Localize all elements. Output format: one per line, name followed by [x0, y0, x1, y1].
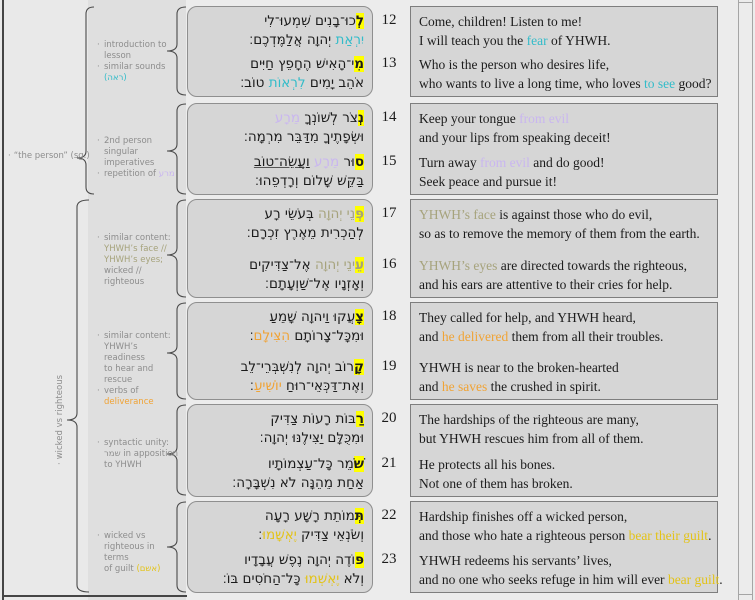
english-line [419, 308, 636, 327]
verse-number: 19 [381, 358, 397, 374]
english-verse-box [410, 404, 718, 497]
english-verse-box [410, 6, 718, 97]
text-segment: תְּ [354, 508, 364, 524]
bullet-icon [97, 564, 104, 575]
text-segment: מֵרָע [274, 110, 301, 126]
text-segment: ׃ [249, 328, 254, 344]
text-segment: from evil [519, 111, 569, 126]
text-segment: he delivered [441, 329, 509, 344]
verse-number: 23 [381, 551, 397, 567]
annotation-line [97, 460, 179, 471]
hebrew-line [190, 410, 364, 429]
text-segment: קָ [354, 359, 364, 375]
text-segment: כָּל־הַחֹסִים בּוֹ׃ [222, 571, 305, 587]
text-segment: 2nd person singular [104, 136, 153, 157]
english-line [419, 31, 610, 50]
hebrew-line [190, 224, 364, 243]
text-segment: He protects all his bones. [419, 457, 556, 472]
hebrew-line [190, 275, 364, 294]
text-segment: אַחַת מֵהֵנָּה לֹא נִשְׁבָּרָה׃ [232, 475, 364, 491]
text-segment: and no one who seeks refuge in him will ever [419, 572, 668, 587]
text-segment: יִרְאַת [335, 32, 364, 48]
annotation-text [104, 386, 179, 408]
bullet-icon: · [97, 40, 100, 50]
text-segment: הִצִּילָם [253, 328, 291, 344]
text-segment: similar content: [104, 331, 171, 341]
text-segment: righteous in terms [104, 542, 155, 563]
english-line [419, 327, 663, 346]
annotation-text [104, 62, 179, 84]
right-divider-line-1 [738, 0, 739, 600]
text-segment: wicked // righteous [104, 266, 145, 287]
text-segment: (ראה) [104, 73, 127, 83]
bullet-icon: · [97, 386, 100, 396]
annotation-line [97, 542, 179, 564]
text-segment: Come, children! Listen to me! [419, 14, 583, 29]
hebrew-line [190, 551, 364, 570]
annotation-column [88, 0, 186, 600]
verse-number: 22 [381, 507, 397, 523]
bullet-icon [97, 244, 104, 255]
hebrew-verse-box [187, 103, 373, 195]
person-outline-label-text: “the person” (sg.) [13, 151, 90, 161]
english-line [419, 410, 639, 429]
hebrew-line [190, 55, 364, 74]
annotation-text [104, 449, 179, 460]
text-segment: ס [354, 154, 364, 170]
annotation-text [104, 40, 179, 62]
hebrew-line [190, 74, 364, 93]
annotation-line [97, 136, 179, 158]
text-segment: similar content: [104, 233, 171, 243]
english-verse-box [410, 103, 718, 195]
text-segment: אֶל־צַדִּיקִים [249, 257, 315, 273]
text-segment: he saves [441, 379, 488, 394]
english-line [419, 570, 723, 589]
annotation-line [97, 169, 179, 180]
verse-number: 14 [381, 109, 397, 125]
text-segment: פְּ [355, 206, 364, 222]
annotation-text [104, 531, 179, 542]
right-bottom-line [738, 594, 753, 595]
hebrew-line [190, 205, 364, 224]
bullet-icon [97, 255, 104, 266]
right-top-line [738, 2, 753, 3]
text-segment: YHWH’s readiness [104, 342, 145, 363]
annotation-text [104, 564, 179, 575]
text-segment: עֵ [355, 257, 364, 273]
text-segment: and those who hate a righteous person [419, 528, 629, 543]
annotation-note [97, 40, 179, 84]
annotation-text [104, 244, 179, 255]
text-segment: in apposition [120, 449, 179, 459]
text-segment: similar sounds [104, 62, 166, 72]
hebrew-line [190, 308, 364, 327]
annotation-text [104, 364, 179, 386]
text-segment: good? [675, 76, 712, 91]
text-segment: ׃ [258, 527, 263, 543]
english-line [419, 551, 612, 570]
annotation-line [97, 62, 179, 84]
bullet-icon: · [97, 136, 100, 146]
english-line [419, 128, 611, 147]
hebrew-line [190, 455, 364, 474]
verse-number: 18 [381, 308, 397, 324]
text-segment: from evil [480, 155, 530, 170]
text-segment: כוּ־בָנִים שִׁמְעוּ־לִי [264, 13, 356, 29]
text-segment: יוֹשִׁיעַ [253, 378, 282, 394]
english-verse-box [410, 501, 723, 593]
text-segment: . [708, 528, 712, 543]
english-line [419, 224, 700, 243]
annotation-line [97, 255, 179, 266]
text-segment: רוֹב יְהוָה לְנִשְׁבְּרֵי־לֵב [240, 359, 355, 375]
verse-number: 15 [381, 153, 397, 169]
hebrew-verse-box [187, 302, 373, 400]
text-segment: the crushed in spirit. [487, 379, 601, 394]
text-segment: wicked vs [104, 531, 146, 541]
text-segment: נְ [357, 110, 364, 126]
text-segment: and [419, 329, 442, 344]
english-line [419, 109, 569, 128]
text-segment: and [419, 379, 442, 394]
annotation-text [104, 542, 179, 564]
text-segment: בַּקֵּשׁ שָׁלוֹם וְרָדְפֵהוּ׃ [255, 173, 364, 189]
text-segment: and your lips from speaking deceit! [419, 130, 611, 145]
bullet-icon: · [97, 438, 100, 448]
bullet-icon: · [97, 233, 100, 243]
english-line [419, 256, 687, 275]
text-segment: YHWH is near to the broken-hearted [419, 360, 619, 375]
text-segment: ׃ [249, 378, 254, 394]
verse-number: 12 [381, 12, 397, 28]
text-segment: יֶאְשְׁמוּ [304, 571, 340, 587]
hebrew-line [190, 570, 364, 589]
text-segment: י־הָאִישׁ הֶחָפֵץ חַיִּים [250, 56, 355, 72]
text-segment: מוֹתֵת רָשָׁע רָעָה [264, 508, 355, 524]
text-segment: Keep your tongue [419, 111, 520, 126]
annotation-text [104, 169, 179, 180]
text-segment: YHWH’s face [419, 207, 496, 222]
annotation-text [104, 266, 179, 288]
verse-number: 16 [381, 256, 397, 272]
text-segment: וְאֶת־דַּכְּאֵי־רוּחַ [281, 378, 364, 394]
english-verse-box [410, 302, 718, 400]
bullet-icon: · [97, 531, 100, 541]
text-segment: שֹׁ [353, 456, 364, 472]
annotation-text [104, 438, 179, 449]
left-border-line [2, 0, 4, 600]
hebrew-line [190, 429, 364, 448]
wicked-vs-righteous-label-text: wicked vs righteous [55, 374, 65, 460]
verse-number: 13 [381, 55, 397, 71]
hebrew-line [190, 526, 364, 545]
hebrew-verse-box [187, 6, 373, 97]
text-segment: bear guilt [667, 572, 720, 587]
text-segment: וּשְׂפָתֶיךָ מִדַּבֵּר מִרְמָה׃ [243, 129, 364, 145]
english-line [419, 12, 582, 31]
text-segment: The hardships of the righteous are many, [419, 412, 639, 427]
bullet-icon: · [97, 331, 100, 341]
hebrew-line [190, 474, 364, 493]
text-segment: אֹהֵב יָמִים [305, 75, 364, 91]
annotation-line [97, 40, 179, 62]
text-segment: וְשֹׂנְאֵי צַדִּיק [296, 527, 364, 543]
annotation-text [104, 460, 179, 471]
person-outline-label [8, 151, 90, 161]
english-line [419, 507, 627, 526]
hebrew-line [190, 358, 364, 377]
annotation-line [97, 331, 179, 342]
hebrew-line [190, 327, 364, 346]
english-line [419, 429, 643, 448]
bullet-icon: · [55, 462, 65, 466]
annotation-line [97, 342, 179, 364]
text-segment: repetition of [104, 169, 159, 179]
text-segment: לְהַכְרִית מֵאֶרֶץ זִכְרָם׃ [246, 225, 364, 241]
text-segment: YHWH’s face // [104, 244, 167, 254]
text-segment: יְהוָה אֲלַמֶּדְכֶם׃ [249, 32, 336, 48]
text-segment: מרע [158, 169, 175, 179]
text-segment: Hardship finishes off a wicked person, [419, 509, 628, 524]
bullet-icon: · [97, 169, 100, 179]
text-segment: so as to remove the memory of them from the earth. [419, 226, 700, 241]
text-segment: Turn away [419, 155, 481, 170]
text-segment: מֵרָע [313, 154, 340, 170]
text-segment: introduction to lesson [104, 40, 167, 61]
annotation-line [97, 449, 179, 460]
annotation-note [97, 331, 179, 408]
text-segment: וְלֹא [339, 571, 364, 587]
bullet-icon [97, 449, 104, 460]
annotation-text [104, 255, 179, 266]
annotation-note [97, 136, 179, 180]
bullet-icon: · [97, 62, 100, 72]
annotation-line [97, 386, 179, 408]
text-segment: of guilt [104, 564, 137, 574]
hebrew-line [190, 153, 364, 172]
text-segment: I will teach you the [419, 33, 527, 48]
hebrew-verse-box [187, 501, 373, 593]
annotation-text [104, 233, 179, 244]
text-segment: to YHWH [104, 460, 142, 470]
text-segment: bear their guilt [628, 528, 709, 543]
english-line [419, 275, 672, 294]
hebrew-verse-box [187, 404, 373, 497]
hebrew-line [190, 172, 364, 191]
text-segment: They called for help, and YHWH heard, [419, 310, 636, 325]
annotation-line [97, 158, 179, 169]
bullet-icon [97, 364, 104, 386]
bullet-icon [97, 460, 104, 471]
annotation-note [97, 438, 179, 471]
bullet-icon [97, 542, 104, 564]
hebrew-verse-box [187, 199, 373, 298]
annotation-line [97, 438, 179, 449]
text-segment: Seek peace and pursue it! [419, 174, 557, 189]
text-segment: YHWH’s eyes; [104, 255, 163, 265]
annotation-line [97, 244, 179, 255]
english-verse-box [410, 199, 718, 298]
text-segment: נֵי יְהוָה [318, 206, 356, 222]
text-segment: them from all their troubles. [508, 329, 664, 344]
bullet-icon [97, 158, 104, 169]
text-segment: בְּעֹשֵׂי רָע [264, 206, 319, 222]
text-segment: . [719, 572, 723, 587]
text-segment: YHWH redeems his servants’ lives, [419, 553, 612, 568]
text-segment: are directed towards the righteous, [497, 258, 688, 273]
wicked-vs-righteous-label [55, 375, 65, 465]
bullet-icon [97, 342, 104, 364]
english-line [419, 74, 711, 93]
text-segment: מֵר כָּל־עַצְמוֹתָיו [267, 456, 354, 472]
text-segment: וְאָזְנָיו אֶל־שַׁוְעָתָם׃ [265, 276, 364, 292]
annotation-line [97, 233, 179, 244]
annotation-text [104, 331, 179, 342]
text-segment: is against those who do evil, [495, 207, 653, 222]
hebrew-line [190, 12, 364, 31]
text-segment: לְ [355, 13, 364, 29]
hebrew-line [190, 256, 364, 275]
text-segment: Not one of them has broken. [419, 476, 573, 491]
annotation-line [97, 364, 179, 386]
text-segment: and his ears are attentive to their cries for help. [419, 277, 673, 292]
english-line [419, 205, 652, 224]
hebrew-line [190, 31, 364, 50]
verse-number: 21 [381, 455, 397, 471]
text-segment: וּר [339, 154, 355, 170]
text-segment: imperatives [104, 158, 155, 168]
english-line [419, 358, 619, 377]
bottom-border-line [2, 595, 187, 597]
text-segment: פּ [355, 552, 364, 568]
text-segment: syntactic unity: [104, 438, 169, 448]
hebrew-line [190, 128, 364, 147]
annotation-text [104, 136, 179, 158]
english-line [419, 172, 557, 191]
hebrew-line [190, 507, 364, 526]
text-segment: Who is the person who desires life, [419, 57, 610, 72]
text-segment: צֹר לְשׁוֹנְךָ [300, 110, 358, 126]
bullet-icon [97, 266, 104, 288]
text-segment: YHWH’s eyes [419, 258, 498, 273]
text-segment: צָ [355, 309, 364, 325]
text-segment: fear [526, 33, 548, 48]
text-segment: וַעֲשֵׂה־טוֹב [253, 154, 310, 170]
text-segment: וּמִכָּל־צָרוֹתָם [290, 328, 364, 344]
english-line [419, 55, 609, 74]
annotation-line [97, 564, 179, 575]
annotation-note [97, 531, 179, 575]
annotation-line [97, 266, 179, 288]
annotation-text [104, 342, 179, 364]
text-segment: וּמִכֻּלָּם יַצִּילֶנּוּ יְהוָה׃ [259, 430, 364, 446]
annotation-text [104, 158, 179, 169]
text-segment: רַ [355, 411, 364, 427]
text-segment: deliverance [104, 397, 154, 407]
text-segment: בּוֹת רָעוֹת צַדִּיק [270, 411, 356, 427]
english-line [419, 526, 711, 545]
text-segment: and do good! [529, 155, 605, 170]
text-segment: who wants to live a long time, who loves [419, 76, 644, 91]
annotation-line [97, 531, 179, 542]
verse-number: 17 [381, 205, 397, 221]
english-line [419, 377, 601, 396]
outline-left-column [0, 0, 88, 600]
english-line [419, 153, 605, 172]
text-segment: יֶאְשָׁמוּ [262, 527, 297, 543]
hebrew-line [190, 109, 364, 128]
text-segment: of YHWH. [547, 33, 611, 48]
right-divider-line-2 [752, 0, 753, 600]
hebrew-line [190, 377, 364, 396]
text-segment: שמר [104, 449, 121, 459]
text-segment: לִרְאוֹת [268, 75, 306, 91]
text-segment: עֲקוּ וַיהוָה שָׁמֵעַ [269, 309, 356, 325]
bullet-icon: · [8, 151, 11, 161]
verse-number: 20 [381, 410, 397, 426]
text-segment: to hear and rescue [104, 364, 154, 385]
text-segment: ינֵי יְהוָה [314, 257, 356, 273]
text-segment: to see [643, 76, 676, 91]
english-line [419, 455, 555, 474]
text-segment: (אשם) [136, 564, 161, 574]
text-segment: מִ [354, 56, 364, 72]
text-segment: verbs of [104, 386, 139, 396]
text-segment: וֹדֶה יְהוָה נֶפֶשׁ עֲבָדָיו [244, 552, 356, 568]
english-line [419, 474, 573, 493]
text-segment: but YHWH rescues him from all of them. [419, 431, 644, 446]
annotation-note [97, 233, 179, 288]
text-segment: טוֹב׃ [240, 75, 269, 91]
